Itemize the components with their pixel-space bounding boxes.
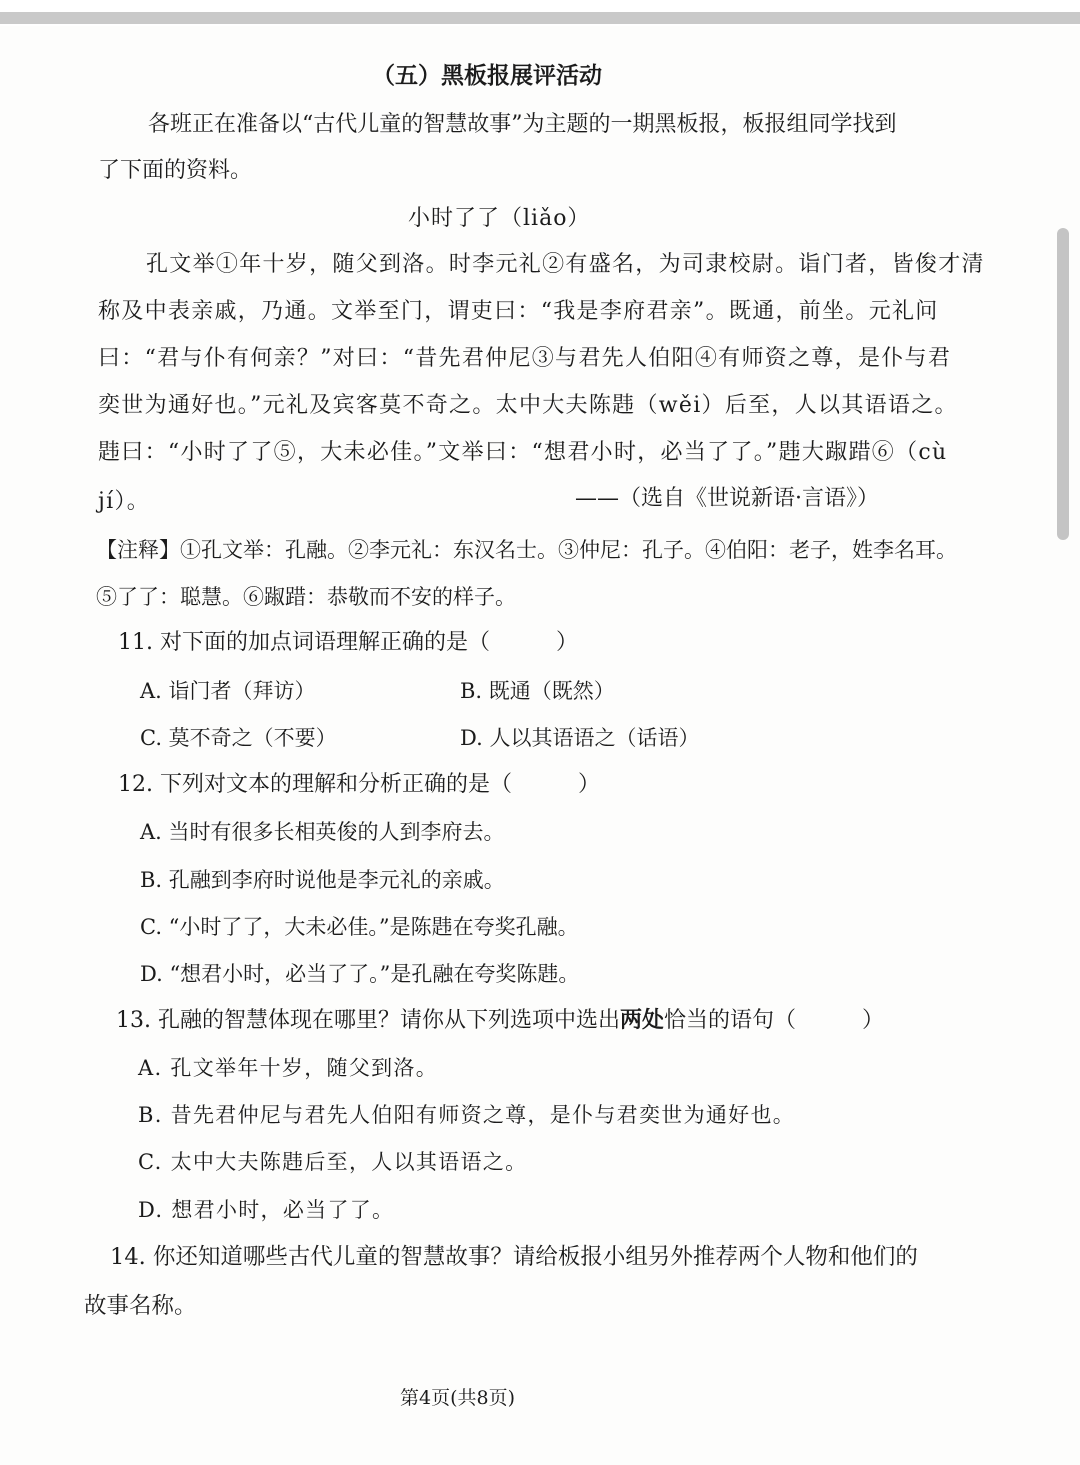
question-14-line-1: 14. 你还知道哪些古代儿童的智慧故事？请给板报小组另外推荐两个人物和他们的 bbox=[110, 1244, 918, 1270]
section-title: （五）黑板报展评活动 bbox=[372, 62, 602, 89]
q13-option-c: C. 太中大夫陈韪后至，人以其语语之。 bbox=[138, 1150, 528, 1174]
q13-option-a: A. 孔文举年十岁，随父到洛。 bbox=[138, 1056, 439, 1080]
q13-option-d: D. 想君小时，必当了了。 bbox=[138, 1198, 395, 1222]
passage-line-4: 奕世为通好也。”元礼及宾客莫不奇之。太中大夫陈韪（wěi）后至，人以其语语之。 bbox=[98, 393, 958, 418]
q11-option-d: D. 人以其语语之（话语） bbox=[460, 726, 700, 750]
question-11-stem: 11. 对下面的加点词语理解正确的是（ ） bbox=[118, 630, 578, 655]
top-bar bbox=[0, 0, 1080, 26]
q13-option-b: B. 昔先君仲尼与君先人伯阳有师资之尊，是仆与君奕世为通好也。 bbox=[138, 1103, 796, 1127]
q12-option-a: A. 当时有很多长相英俊的人到李府去。 bbox=[140, 820, 505, 844]
passage-line-5: 韪曰：“小时了了⑤，大未必佳。”文举曰：“想君小时，必当了了。”韪大踧踖⑥（cù bbox=[98, 440, 948, 465]
notes-line-1: 【注释】①孔文举：孔融。②李元礼：东汉名士。③仲尼：孔子。④伯阳：老子，姓李名耳。 bbox=[96, 538, 957, 562]
q13-stem-emphasis: 两处 bbox=[619, 1007, 664, 1033]
top-divider bbox=[0, 12, 1080, 24]
passage-source: ——（选自《世说新语·言语》） bbox=[575, 486, 879, 511]
passage-title: 小时了了（liǎo） bbox=[408, 206, 591, 231]
question-12-stem: 12. 下列对文本的理解和分析正确的是（ ） bbox=[118, 772, 600, 797]
q12-option-c: C. “小时了了，大未必佳。”是陈韪在夸奖孔融。 bbox=[140, 915, 579, 939]
q11-option-c: C. 莫不奇之（不要） bbox=[140, 726, 337, 750]
q13-stem-post: 恰当的语句（ ） bbox=[664, 1008, 885, 1033]
q12-option-b: B. 孔融到李府时说他是李元礼的亲戚。 bbox=[140, 868, 505, 892]
q13-stem-pre: 13. 孔融的智慧体现在哪里？请你从下列选项中选出 bbox=[116, 1008, 620, 1033]
intro-line-1: 各班正在准备以“古代儿童的智慧故事”为主题的一期黑板报，板报组同学找到 bbox=[148, 112, 897, 137]
passage-line-1: 孔文举①年十岁，随父到洛。时李元礼②有盛名，为司隶校尉。诣门者，皆俊才清 bbox=[146, 252, 985, 277]
intro-line-2: 了下面的资料。 bbox=[98, 158, 253, 183]
passage-line-2: 称及中表亲戚，乃通。文举至门，谓吏曰：“我是李府君亲”。既通，前坐。元礼问 bbox=[98, 299, 939, 324]
scrollbar-thumb[interactable] bbox=[1057, 228, 1069, 540]
q11-option-b: B. 既通（既然） bbox=[460, 679, 615, 703]
question-14-line-2: 故事名称。 bbox=[84, 1293, 197, 1319]
page-footer: 第4页(共8页) bbox=[400, 1387, 516, 1409]
q11-option-a: A. 诣门者（拜访） bbox=[140, 679, 316, 703]
passage-line-3: 曰：“君与仆有何亲？”对曰：“昔先君仲尼③与君先人伯阳④有师资之尊，是仆与君 bbox=[98, 346, 952, 371]
question-13-stem bbox=[116, 1005, 884, 1036]
notes-line-2: ⑤了了：聪慧。⑥踧踖：恭敬而不安的样子。 bbox=[96, 585, 516, 609]
q12-option-d: D. “想君小时，必当了了。”是孔融在夸奖陈韪。 bbox=[140, 962, 580, 986]
passage-line-6: jí）。 bbox=[98, 489, 151, 514]
